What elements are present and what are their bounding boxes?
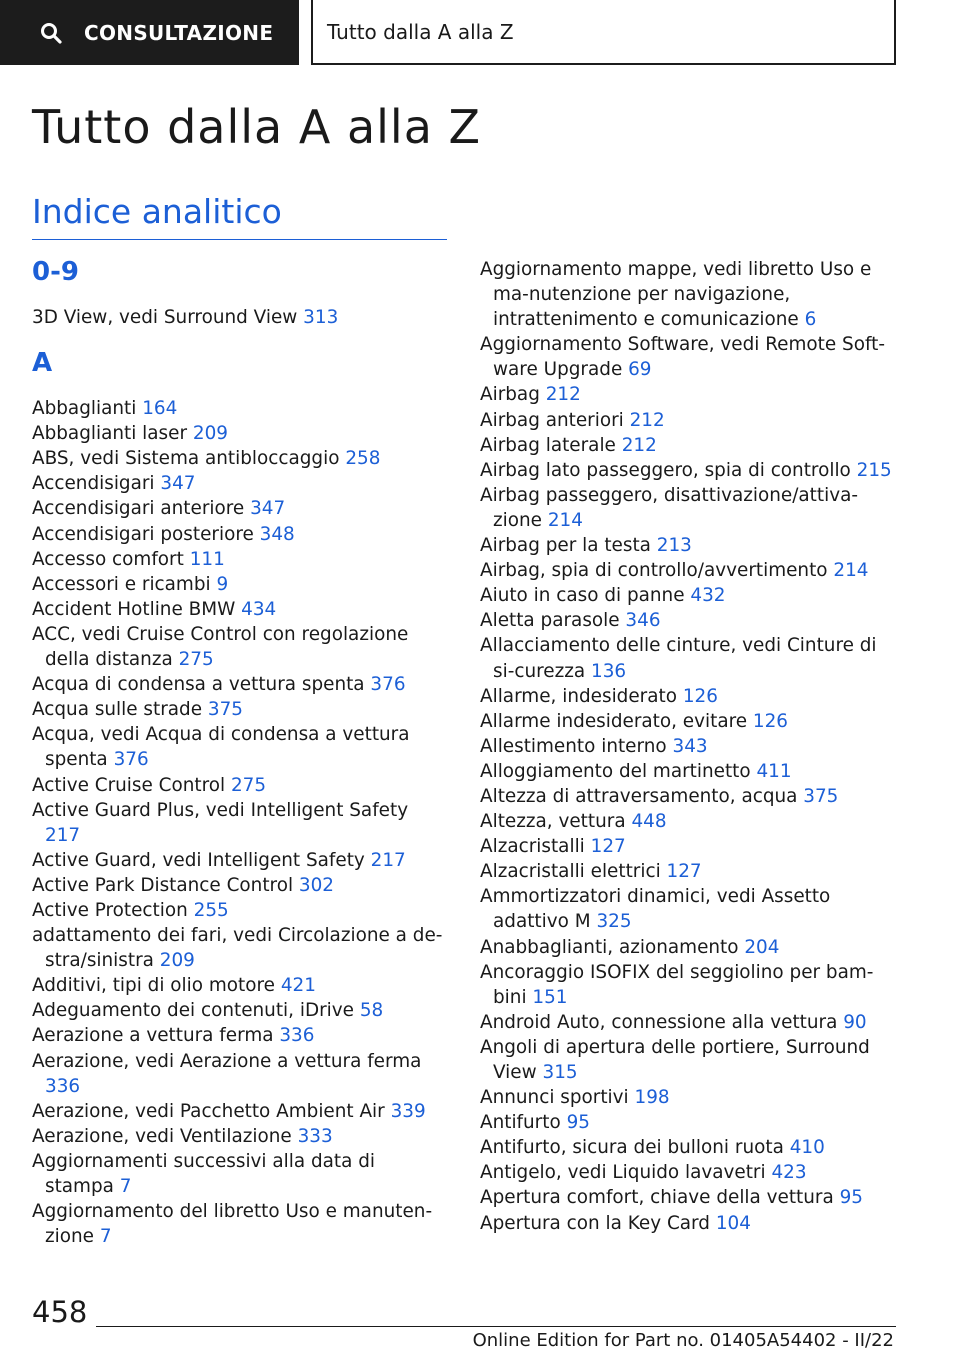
index-entry-text: Active Guard, vedi Intelligent Safety [32, 849, 371, 871]
chapter-tab-label: Tutto dalla A alla Z [327, 19, 514, 44]
index-page-link[interactable]: 126 [752, 710, 789, 732]
index-entry [480, 884, 900, 934]
index-entry [32, 421, 447, 446]
index-entry-text: Altezza di attraversamento, acqua [480, 785, 804, 807]
index-entry [480, 608, 900, 633]
index-entry [480, 408, 900, 433]
index-page-link[interactable]: 448 [631, 811, 667, 833]
index-page-link[interactable]: 127 [590, 836, 626, 858]
page-title: Tutto dalla A alla Z [32, 100, 482, 154]
search-icon [40, 22, 62, 44]
index-entry [32, 1149, 447, 1199]
index-page-link[interactable]: 339 [390, 1100, 426, 1122]
index-entry [32, 672, 447, 697]
index-entry-text: Android Auto, connessione alla vettura [480, 1011, 844, 1033]
index-entry [480, 458, 900, 483]
index-entry-text: Aggiornamento mappe, vedi libretto Uso e ma-nutenzione per navigazione, intrattenimento e comunicazione [480, 259, 872, 331]
index-entry [480, 257, 900, 332]
index-entry-text: Aerazione a vettura ferma [32, 1025, 280, 1047]
index-entry-text: Airbag lato passeggero, spia di controllo [480, 459, 857, 481]
index-entry [32, 873, 447, 898]
index-entry-text: Anabbaglianti, azionamento [480, 936, 745, 958]
index-page-link[interactable]: 126 [682, 685, 718, 707]
index-page-link[interactable]: 346 [625, 610, 661, 632]
index-page-link[interactable]: 95 [839, 1187, 864, 1209]
index-entry [480, 935, 900, 960]
index-entry-text: adattamento dei fari, vedi Circolazione a de-stra/sinistra [32, 925, 443, 972]
index-page-link[interactable]: 104 [715, 1212, 751, 1234]
index-page-link[interactable]: 343 [672, 735, 708, 757]
index-entry-text: Additivi, tipi di olio motore [32, 975, 281, 997]
index-page-link[interactable]: 90 [843, 1011, 867, 1033]
index-entry [32, 446, 447, 471]
index-entry-text: Aerazione, vedi Pacchetto Ambient Air [32, 1100, 391, 1122]
index-entry-text: Aerazione, vedi Aerazione a vettura ferma [32, 1050, 422, 1072]
index-entry [480, 1010, 900, 1035]
index-entry-text: Accessori e ricambi [32, 573, 217, 595]
index-entry [480, 734, 900, 759]
index-entry [480, 382, 900, 407]
index-entry-text: Accident Hotline BMW [32, 598, 242, 620]
index-entry-text: Allacciamento delle cinture, vedi Cinture di si-curezza [480, 635, 877, 682]
index-entry-text: Adeguamento dei contenuti, iDrive [32, 1000, 360, 1022]
index-page-link[interactable]: 204 [744, 936, 780, 958]
index-page-link[interactable]: 198 [634, 1087, 670, 1109]
index-page-link[interactable]: 325 [596, 911, 632, 933]
index-entry-text: Acqua sulle strade [32, 699, 208, 721]
letter-spacer [32, 330, 447, 348]
index-entry [32, 998, 447, 1023]
index-entry [32, 522, 447, 547]
index-page-link[interactable]: 432 [690, 585, 726, 607]
index-entry [32, 923, 447, 973]
index-column-left [32, 257, 447, 1249]
index-entry [32, 496, 447, 521]
index-entry [480, 1035, 900, 1085]
index-page-link[interactable]: 9 [216, 573, 229, 595]
index-entry-text: Acqua di condensa a vettura spenta [32, 674, 371, 696]
index-entry-text: Active Park Distance Control [32, 874, 299, 896]
index-page-link[interactable]: 258 [345, 448, 381, 470]
index-page-link[interactable]: 164 [142, 398, 178, 420]
index-entry-text: Aletta parasole [480, 610, 626, 632]
index-page-link[interactable]: 302 [298, 874, 335, 896]
index-entry-text: Annunci sportivi [480, 1087, 635, 1109]
index-entry-text: Alloggiamento del martinetto [480, 760, 757, 782]
index-page-link[interactable]: 69 [628, 359, 652, 381]
index-entry [32, 973, 447, 998]
letter-spacer [32, 287, 447, 305]
index-page-link[interactable]: 411 [756, 760, 792, 782]
index-entry [480, 1135, 900, 1160]
index-entry-text: Antigelo, vedi Liquido lavavetri [480, 1162, 772, 1184]
index-page-link[interactable]: 336 [279, 1025, 315, 1047]
index-entry [480, 1110, 900, 1135]
index-page-link[interactable]: 209 [192, 423, 228, 445]
index-entry [32, 305, 447, 330]
index-page-link[interactable]: 348 [259, 523, 295, 545]
index-page-link[interactable]: 212 [545, 384, 581, 406]
index-page-link[interactable]: 136 [591, 660, 627, 682]
index-entry [480, 809, 900, 834]
index-page-link[interactable]: 58 [359, 1000, 384, 1022]
index-entry-text: Apertura con la Key Card [480, 1212, 716, 1234]
index-entry [480, 1160, 900, 1185]
index-entry-text: Alzacristalli elettrici [480, 861, 667, 883]
index-entry [32, 597, 447, 622]
page-number: 458 [32, 1295, 88, 1329]
index-page-link[interactable]: 347 [160, 473, 196, 495]
index-entry-text: Active Protection [32, 899, 194, 921]
index-page-link[interactable]: 151 [532, 986, 568, 1008]
index-entry-text: Accendisigari [32, 473, 161, 495]
index-page-link[interactable]: 375 [803, 785, 839, 807]
index-entry [480, 859, 900, 884]
index-entry-text: ABS, vedi Sistema antibloccaggio [32, 448, 346, 470]
index-entry [480, 558, 900, 583]
index-entry [32, 848, 447, 873]
index-entry-text: Abbaglianti laser [32, 423, 193, 445]
index-entry-text: Active Guard Plus, vedi Intelligent Safety [32, 799, 409, 821]
index-entry [480, 533, 900, 558]
index-entry [32, 1124, 447, 1149]
index-entry-text: 3D View, vedi Surround View [32, 307, 304, 328]
index-entry-text: Antifurto, sicura dei bulloni ruota [480, 1137, 790, 1159]
index-page-link[interactable]: 376 [113, 749, 149, 771]
index-entry-text: Accesso comfort [32, 548, 190, 570]
index-page-link[interactable]: 213 [656, 535, 692, 557]
index-entry-text: Airbag laterale [480, 434, 622, 456]
index-page-link[interactable]: 275 [230, 774, 267, 796]
index-entry [32, 798, 447, 848]
index-entry-text: Airbag per la testa [480, 535, 657, 557]
index-page-link[interactable]: 275 [178, 649, 214, 671]
index-page-link[interactable]: 215 [856, 459, 892, 481]
index-page-link[interactable]: 7 [99, 1226, 112, 1248]
index-entry [480, 759, 900, 784]
index-page-link[interactable]: 313 [303, 307, 339, 328]
index-page-link[interactable]: 434 [241, 598, 277, 620]
index-entry-text: Altezza, vettura [480, 811, 632, 833]
index-entry-text: Alzacristalli [480, 836, 591, 858]
index-entry-text: Aerazione, vedi Ventilazione [32, 1125, 298, 1147]
section-divider [32, 239, 447, 240]
index-entry [32, 773, 447, 798]
index-page-link[interactable]: 376 [370, 674, 406, 696]
index-page-link[interactable]: 333 [297, 1125, 333, 1147]
index-entry [32, 1199, 447, 1249]
index-entry [32, 722, 447, 772]
index-entry [480, 633, 900, 683]
index-page-link[interactable]: 214 [547, 509, 583, 531]
index-page-link[interactable]: 95 [566, 1112, 590, 1134]
index-entry-text: ACC, vedi Cruise Control con regolazione della distanza [32, 623, 409, 671]
section-tab-label: CONSULTAZIONE [84, 20, 274, 45]
index-entry [480, 1211, 900, 1236]
index-entry [32, 471, 447, 496]
index-entry-text: Aggiornamento Software, vedi Remote Soft-ware Upgrade [480, 334, 885, 381]
index-entry [480, 960, 900, 1010]
index-entry [32, 697, 447, 722]
index-page-link[interactable]: 375 [207, 699, 243, 721]
index-entry [480, 433, 900, 458]
index-page-link[interactable]: 212 [629, 409, 665, 431]
index-entry-text: Aggiornamenti successivi alla data di stampa [32, 1150, 376, 1197]
index-page-link[interactable]: 209 [159, 950, 195, 972]
index-letter-heading: 0-9 [32, 257, 79, 287]
index-page-link[interactable]: 336 [45, 1075, 81, 1097]
section-tab-consultazione[interactable] [0, 0, 299, 65]
index-entry-text: Aiuto in caso di panne [480, 585, 691, 607]
index-entry [32, 622, 447, 672]
index-entry-text: Antifurto [480, 1112, 567, 1134]
index-entry [480, 1185, 900, 1210]
index-entry [480, 583, 900, 608]
index-entry-text: Apertura comfort, chiave della vettura [480, 1187, 840, 1209]
index-entry [480, 709, 900, 734]
index-page-link[interactable]: 315 [542, 1062, 578, 1083]
index-entry-text: Abbaglianti [32, 398, 143, 420]
index-entry [32, 396, 447, 421]
index-entry [480, 1085, 900, 1110]
chapter-tab[interactable] [311, 0, 896, 65]
index-entry-text: Accendisigari anteriore [32, 498, 251, 520]
letter-spacer [32, 378, 447, 396]
index-entry-text: Airbag anteriori [480, 409, 630, 431]
index-page-link[interactable]: 6 [804, 309, 817, 331]
index-entry [32, 898, 447, 923]
section-title: Indice analitico [32, 192, 282, 231]
index-entry-text: Ancoraggio ISOFIX del seggiolino per bam-bini [480, 961, 874, 1008]
index-page-link[interactable]: 214 [833, 560, 869, 582]
index-entry [32, 572, 447, 597]
index-entry-text: Airbag passeggero, disattivazione/attiva-zione [480, 484, 858, 531]
index-entry [480, 784, 900, 809]
index-page-link[interactable]: 421 [280, 975, 316, 997]
index-entry-text: Accendisigari posteriore [32, 523, 260, 545]
index-page-link[interactable]: 255 [193, 899, 229, 921]
index-entry-text: Allarme indesiderato, evitare [480, 710, 753, 732]
index-page-link[interactable]: 217 [45, 824, 81, 846]
index-entry [32, 1023, 447, 1048]
index-entry [480, 834, 900, 859]
index-page-link[interactable]: 111 [189, 548, 225, 570]
index-entry [32, 1099, 447, 1124]
index-page-link[interactable]: 212 [621, 434, 657, 456]
index-entry [32, 1049, 447, 1099]
index-entry-text: Allestimento interno [480, 735, 673, 757]
index-entry-text: Aggiornamento del libretto Uso e manuten-zione [32, 1201, 433, 1248]
index-entry-text: Active Cruise Control [32, 774, 231, 796]
index-entry [32, 547, 447, 572]
index-entry-text: Ammortizzatori dinamici, vedi Assetto adattivo M [480, 886, 831, 933]
index-letter-heading: A [32, 348, 53, 379]
footer-edition: Online Edition for Part no. 01405A54402 - II/22 [472, 1330, 894, 1351]
index-entry [480, 483, 900, 533]
index-page-link[interactable]: 410 [789, 1137, 825, 1159]
index-page-link[interactable]: 217 [370, 849, 406, 871]
index-entry [480, 332, 900, 382]
index-entry [480, 684, 900, 709]
index-entry-text: Angoli di apertura delle portiere, Surround View [480, 1036, 870, 1083]
footer-divider [96, 1326, 896, 1327]
index-page-link[interactable]: 423 [771, 1162, 807, 1184]
index-page-link[interactable]: 347 [250, 498, 286, 520]
index-page-link[interactable]: 7 [119, 1176, 132, 1197]
index-page-link[interactable]: 127 [666, 861, 702, 883]
index-entry-text: Airbag, spia di controllo/avvertimento [480, 560, 834, 582]
index-entry-text: Allarme, indesiderato [480, 685, 683, 707]
index-entry-text: Airbag [480, 384, 546, 406]
index-column-right [480, 257, 900, 1236]
index-entry-text: Acqua, vedi Acqua di condensa a vettura spenta [32, 724, 410, 771]
